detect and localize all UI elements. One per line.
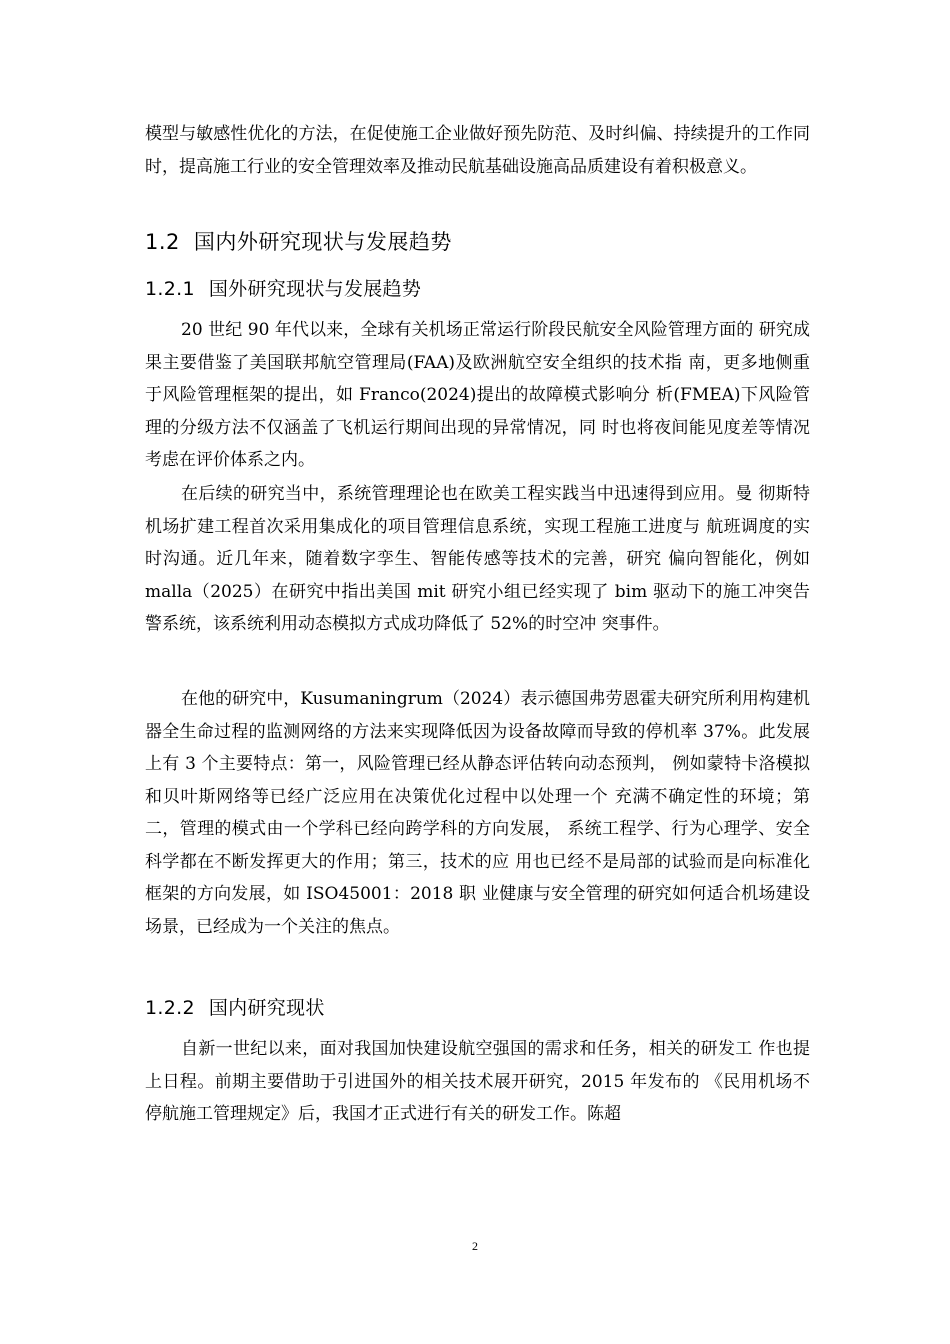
subsection-number: 1.2.2 — [145, 997, 195, 1019]
section-number: 1.2 — [145, 230, 180, 254]
paragraph-intro-end: 模型与敏感性优化的方法，在促使施工企业做好预先防范、及时纠偏、持续提升的工作同时，提高施工行业的安全管理效率及推动民航基础设施高品质建设有着积极意义。 — [145, 124, 810, 177]
paragraph-foreign-research-1: 20 世纪 90 年代以来，全球有关机场正常运行阶段民航安全风险管理方面的 研究成果主要借鉴了美国联邦航空管理局(FAA)及欧洲航空安全组织的技术指 南，更多地侧重于风险管理框架的提出，如 Franco(2024)提出的故障模式影响分 析(FMEA)下风险管理的分级方法不仅涵盖了飞机运行期间出现的异常情况，同 时也将夜间能见度差等情况考虑在评价体系之内。 — [145, 320, 810, 470]
subsection-title: 国内研究现状 — [208, 997, 325, 1019]
paragraph-foreign-research-2: 在后续的研究当中，系统管理理论也在欧美工程实践当中迅速得到应用。曼 彻斯特机场扩建工程首次采用集成化的项目管理信息系统，实现工程施工进度与 航班调度的实时沟通。近几年来，随着数字孪生、智能传感等技术的完善，研究 偏向智能化，例如 malla（2025）在研究中指出美国 mit 研究小组已经实现了 bim 驱动下的施工冲突告警系统，该系统利用动态模拟方式成功降低了 52%的时空冲 突事件。 — [145, 484, 810, 634]
subsection-heading-1-2-1 — [145, 276, 421, 302]
subsection-heading-1-2-2 — [145, 995, 325, 1021]
paragraph-foreign-research-3: 在他的研究中，Kusumaningrum（2024）表示德国弗劳恩霍夫研究所利用构建机器全生命过程的监测网络的方法来实现降低因为设备故障而导致的停机率 37%。此发展上有 3 个主要特点：第一，风险管理已经从静态评估转向动态预判， 例如蒙特卡洛模拟和贝叶斯网络等已经广泛应用在决策优化过程中以处理一个 充满不确定性的环境；第二，管理的模式由一个学科已经向跨学科的方向发展， 系统工程学、行为心理学、安全科学都在不断发挥更大的作用；第三，技术的应 用也已经不是局部的试验而是向标准化框架的方向发展，如 ISO45001：2018 职 业健康与安全管理的研究如何适合机场建设场景，已经成为一个关注的焦点。 — [145, 689, 810, 937]
subsection-number: 1.2.1 — [145, 278, 195, 300]
page-number: 2 — [472, 1239, 478, 1253]
subsection-title: 国外研究现状与发展趋势 — [208, 278, 422, 300]
paragraph-domestic-research-1: 自新一世纪以来，面对我国加快建设航空强国的需求和任务，相关的研发工 作也提上日程。前期主要借助于引进国外的相关技术展开研究，2015 年发布的 《民用机场不停航施工管理规定》后，我国才正式进行有关的研发工作。陈超 — [145, 1039, 810, 1124]
section-title: 国内外研究现状与发展趋势 — [193, 230, 452, 254]
section-heading-1-2 — [145, 228, 452, 256]
